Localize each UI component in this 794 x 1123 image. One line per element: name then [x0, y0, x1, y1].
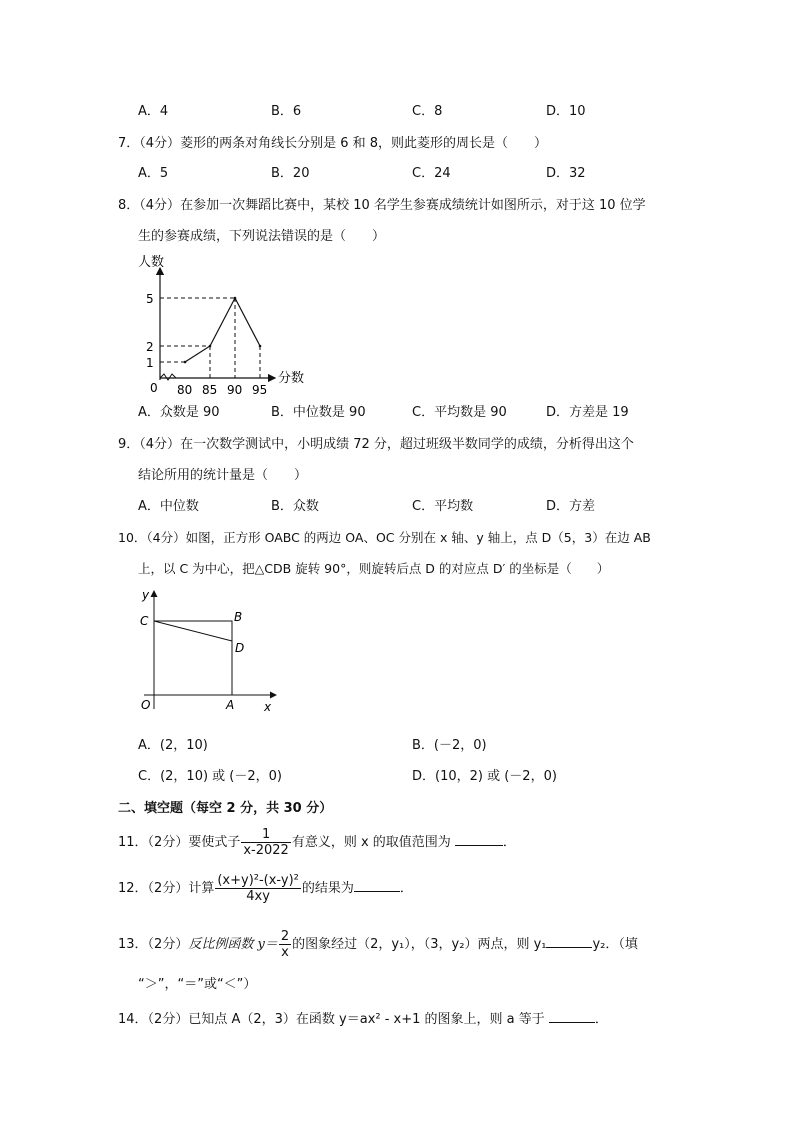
q14-answer-blank[interactable]: [549, 1010, 595, 1023]
q11-line: [118, 826, 516, 860]
q12-frac-num: (x+y)²-(x-y)²: [217, 873, 299, 888]
q9-score: （4分）: [139, 437, 181, 452]
q12-score: （2分）: [147, 881, 189, 896]
q11-pre: 要使式子: [188, 835, 241, 850]
q12-post: 的结果为: [301, 881, 354, 896]
q10-label-d: D: [235, 641, 245, 655]
chart-x-tick-label: 85: [202, 383, 218, 397]
q9-stem-line1: [118, 437, 634, 453]
q11-number: 11．: [118, 835, 148, 850]
q8-option-b: B．中位数是 90: [271, 405, 366, 420]
q9-option-d: D．方差: [546, 499, 596, 514]
q12-frac-den: 4xy: [246, 889, 270, 904]
q8-option-a: A．众数是 90: [138, 405, 220, 420]
q10-segment-cd: [154, 621, 232, 641]
q11-frac-den: x-2022: [243, 843, 289, 858]
q10-figure: [136, 585, 286, 717]
q11-answer-blank[interactable]: [455, 833, 503, 846]
q11-score: （2分）: [147, 835, 189, 850]
chart-x-tick-label: 95: [252, 383, 268, 397]
q7-stem: [118, 136, 547, 152]
q13-answer-blank[interactable]: [546, 935, 592, 948]
q10-label-a: A: [226, 698, 235, 712]
chart-data-point: [259, 345, 262, 348]
q6-option-b: B．6: [271, 104, 302, 119]
q14-text: 已知点 A（2，3）在函数 y＝ax² - x+1 的图象上，则 a 等于: [188, 1012, 545, 1027]
q13-fraction: [279, 929, 291, 960]
q13-line1: [118, 928, 638, 962]
q12-end: ．: [399, 881, 413, 896]
q12-pre: 计算: [188, 881, 215, 896]
q14-end: ．: [594, 1012, 608, 1027]
chart-y-tick-label: 1: [146, 356, 154, 370]
q10-option-d: D．(10，2) 或 (－2，0): [412, 769, 557, 784]
chart-origin-label: 0: [150, 381, 158, 395]
q12-line: [118, 872, 413, 906]
q10-square: [154, 621, 232, 695]
q9-number: 9．: [118, 437, 140, 452]
q10-label-b: B: [234, 610, 243, 624]
q13-score: （2分）: [147, 937, 189, 952]
q9-option-a: A．中位数: [138, 499, 199, 514]
q10-option-a: A．(2，10): [138, 738, 208, 753]
chart-x-tick-label: 90: [227, 383, 243, 397]
q13-line2: “＞”，“＝”或“＜”）: [138, 977, 257, 992]
q13-number: 13．: [118, 937, 148, 952]
chart-y-label: 人数: [138, 255, 165, 270]
q13-post2: y₂．（填: [592, 937, 638, 952]
chart-axis-break: [160, 374, 176, 380]
q14-number: 14．: [118, 1012, 148, 1027]
q6-option-c: C．8: [412, 104, 443, 119]
chart-x-tick-label: 80: [177, 383, 193, 397]
q7-option-d: D．32: [546, 166, 586, 181]
q7-option-a: A．5: [138, 166, 169, 181]
q8-stem-line2: 生的参赛成绩，下列说法错误的是（ ）: [138, 229, 386, 244]
q10-label-y: y: [142, 588, 150, 602]
q8-option-d: D．方差是 19: [546, 405, 629, 420]
chart-x-label: 分数: [278, 371, 305, 386]
q13-frac-den: x: [281, 945, 289, 960]
q12-fraction: [215, 873, 301, 904]
q10-text-1: 如图，正方形 OABC 的两边 OA、OC 分别在 x 轴、y 轴上，点 D（5，3）在边 AB: [185, 530, 651, 545]
q11-end: ．: [502, 835, 516, 850]
q10-number: 10．: [118, 530, 147, 545]
q8-option-c: C．平均数是 90: [412, 405, 507, 420]
chart-data-point: [184, 361, 187, 364]
q13-post: 的图象经过（2，y₁），（3，y₂）两点，则 y₁: [292, 937, 547, 952]
q11-fraction: [241, 827, 290, 858]
q14-line: [118, 1010, 608, 1028]
q9-stem-line2: 结论所用的统计量是（ ）: [138, 468, 308, 483]
q14-score: （2分）: [147, 1012, 189, 1027]
section-2-title: 二、填空题（每空 2 分，共 30 分）: [118, 801, 333, 816]
q6-option-d: D．10: [546, 104, 586, 119]
q7-option-b: B．20: [271, 166, 310, 181]
q9-option-c: C．平均数: [412, 499, 474, 514]
q7-number: 7．: [118, 136, 140, 151]
q10-score: （4分）: [146, 530, 186, 545]
q11-post: 有意义，则 x 的取值范围为: [291, 835, 451, 850]
q10-label-c: C: [140, 614, 149, 628]
q7-text: 菱形的两条对角线长分别是 6 和 8，则此菱形的周长是（ ）: [180, 136, 548, 151]
q10-stem-line2: 上，以 C 为中心，把△CDB 旋转 90°，则旋转后点 D 的对应点 D′ 的坐标是（ ）: [138, 561, 610, 576]
q12-answer-blank[interactable]: [354, 879, 400, 892]
chart-y-tick-label: 2: [146, 340, 154, 354]
q8-score: （4分）: [139, 198, 181, 213]
q13-pre: 反比例函数 y＝: [188, 937, 278, 952]
q6-option-a: A．4: [138, 104, 169, 119]
q8-number: 8．: [118, 198, 140, 213]
q8-text-1: 在参加一次舞蹈比赛中，某校 10 名学生参赛成绩统计如图所示，对于这 10 位学: [180, 198, 646, 213]
q9-option-b: B．众数: [271, 499, 319, 514]
q9-text-1: 在一次数学测试中，小明成绩 72 分，超过班级半数同学的成绩，分析得出这个: [180, 437, 634, 452]
chart-series-line: [185, 298, 260, 362]
q8-chart: [130, 250, 320, 398]
q10-option-c: C．(2，10) 或 (－2，0): [138, 769, 282, 784]
q7-option-c: C．24: [412, 166, 451, 181]
q10-option-b: B．(－2，0): [412, 738, 487, 753]
chart-data-point: [209, 345, 212, 348]
q10-stem-line1: [118, 530, 651, 546]
q10-label-o: O: [141, 698, 151, 712]
q13-frac-num: 2: [280, 929, 290, 944]
chart-data-point: [234, 297, 237, 300]
q11-frac-num: 1: [241, 827, 290, 843]
q10-label-x: x: [264, 700, 272, 714]
q12-number: 12．: [118, 881, 148, 896]
q8-stem-line1: [118, 198, 646, 214]
chart-y-tick-label: 5: [146, 292, 154, 306]
q7-score: （4分）: [139, 136, 181, 151]
